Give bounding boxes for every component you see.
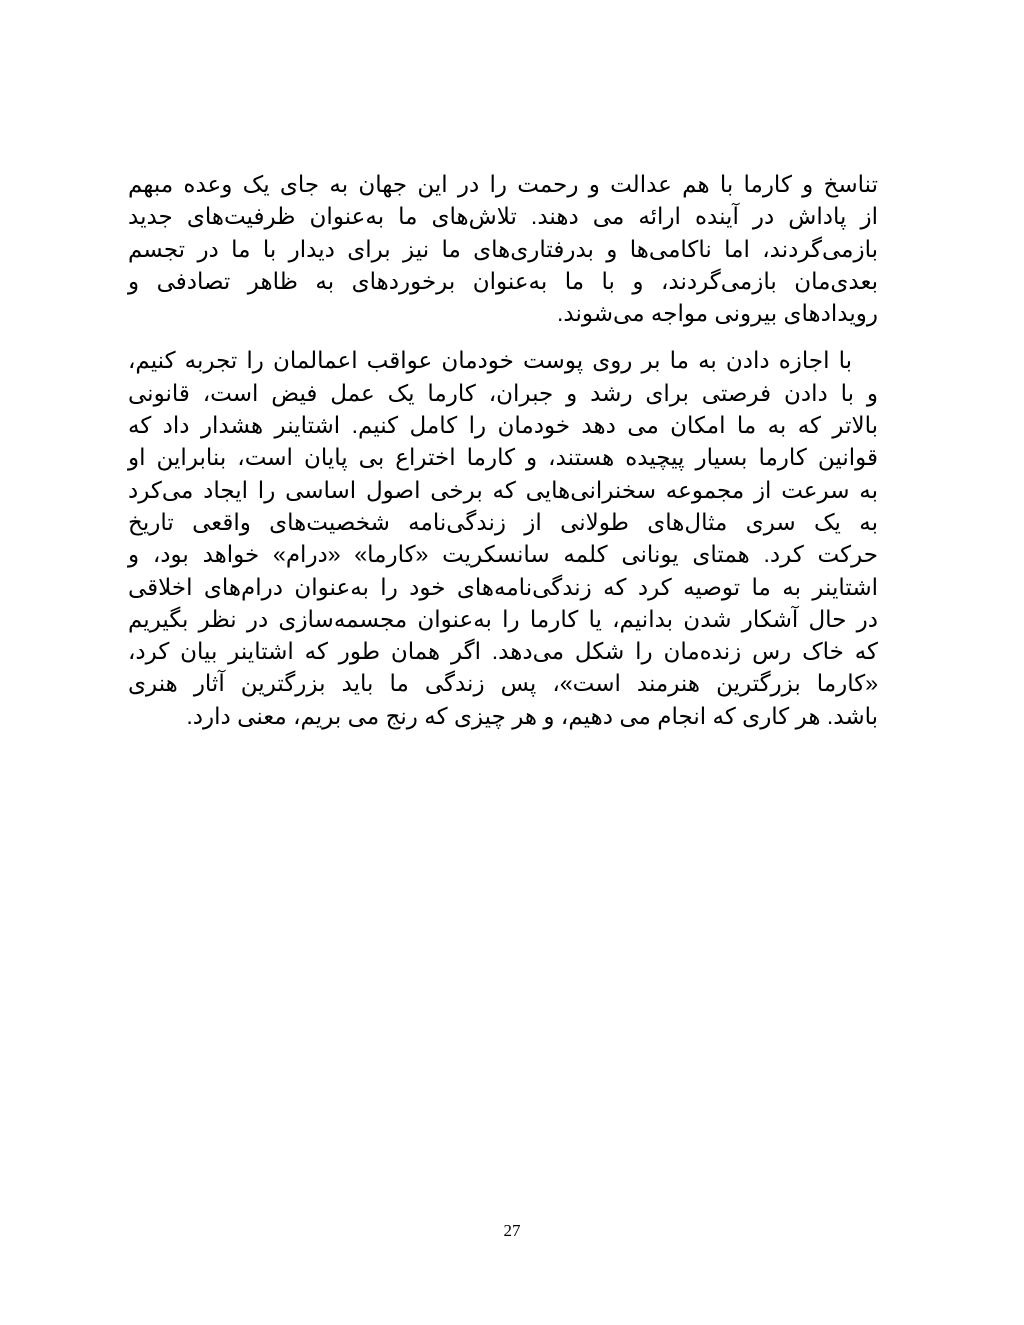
- paragraph-line: اشتاینر به ما توصیه کرد که زندگی‌نامه‌های خود را به‌عنوان درام‌های اخلاقی: [128, 573, 878, 600]
- paragraph-line: با اجازه دادن به ما بر روی پوست خودمان عواقب اعمالمان را تجربه کنیم،: [128, 347, 852, 374]
- paragraph-line: از پاداش در آینده ارائه می دهند. تلاش‌های ما به‌عنوان ظرفیت‌های جدید: [128, 203, 878, 230]
- paragraph-line: بالاتر که به ما امکان می دهد خودمان را کامل کنیم. اشتاینر هشدار داد که: [128, 412, 878, 439]
- paragraph-line: به یک سری مثال‌های طولانی از زندگی‌نامه شخصیت‌های واقعی تاریخ: [128, 508, 878, 535]
- paragraph-line: حرکت کرد. همتای یونانی کلمه سانسکریت «کارما» «درام» خواهد بود، و: [128, 541, 878, 568]
- paragraph-line: که خاک رس زنده‌مان را شکل می‌دهد. اگر همان طور که اشتاینر بیان کرد،: [128, 638, 878, 665]
- paragraph-line: در حال آشکار شدن بدانیم، یا کارما را به‌عنوان مجسمه‌سازی در نظر بگیریم: [128, 605, 878, 632]
- paragraph-line: باشد. هر کاری که انجام می دهیم، و هر چیزی که رنج می بریم، معنی دارد.: [186, 702, 878, 729]
- paragraph-line: رویدادهای بیرونی مواجه می‌شوند.: [557, 300, 878, 327]
- paragraph-line: به سرعت از مجموعه سخنرانی‌هایی که برخی اصول اساسی را ایجاد می‌کرد: [128, 476, 878, 503]
- paragraph-line: تناسخ و کارما با هم عدالت و رحمت را در این جهان به جای یک وعده مبهم: [128, 171, 878, 197]
- paragraph-2: [128, 344, 878, 732]
- body-text: [128, 168, 878, 732]
- paragraph-line: و با دادن فرصتی برای رشد و جبران، کارما یک عمل فیض است، قانونی: [128, 379, 878, 406]
- paragraph-line: قوانین کارما بسیار پیچیده هستند، و کارما اختراع بی پایان است، بنابراین او: [128, 444, 878, 471]
- paragraph-line: «کارما بزرگترین هنرمند است»، پس زندگی ما باید بزرگترین آثار هنری: [128, 670, 878, 697]
- paragraph-line: بازمی‌گردند، اما ناکامی‌ها و بدرفتاری‌های ما نیز برای دیدار با ما در تجسم: [128, 235, 878, 262]
- paragraph-line: بعدی‌مان بازمی‌گردند، و با ما به‌عنوان برخوردهای به ظاهر تصادفی و: [128, 267, 878, 294]
- page-number: 27: [503, 1221, 521, 1240]
- paragraph-1: [128, 168, 878, 329]
